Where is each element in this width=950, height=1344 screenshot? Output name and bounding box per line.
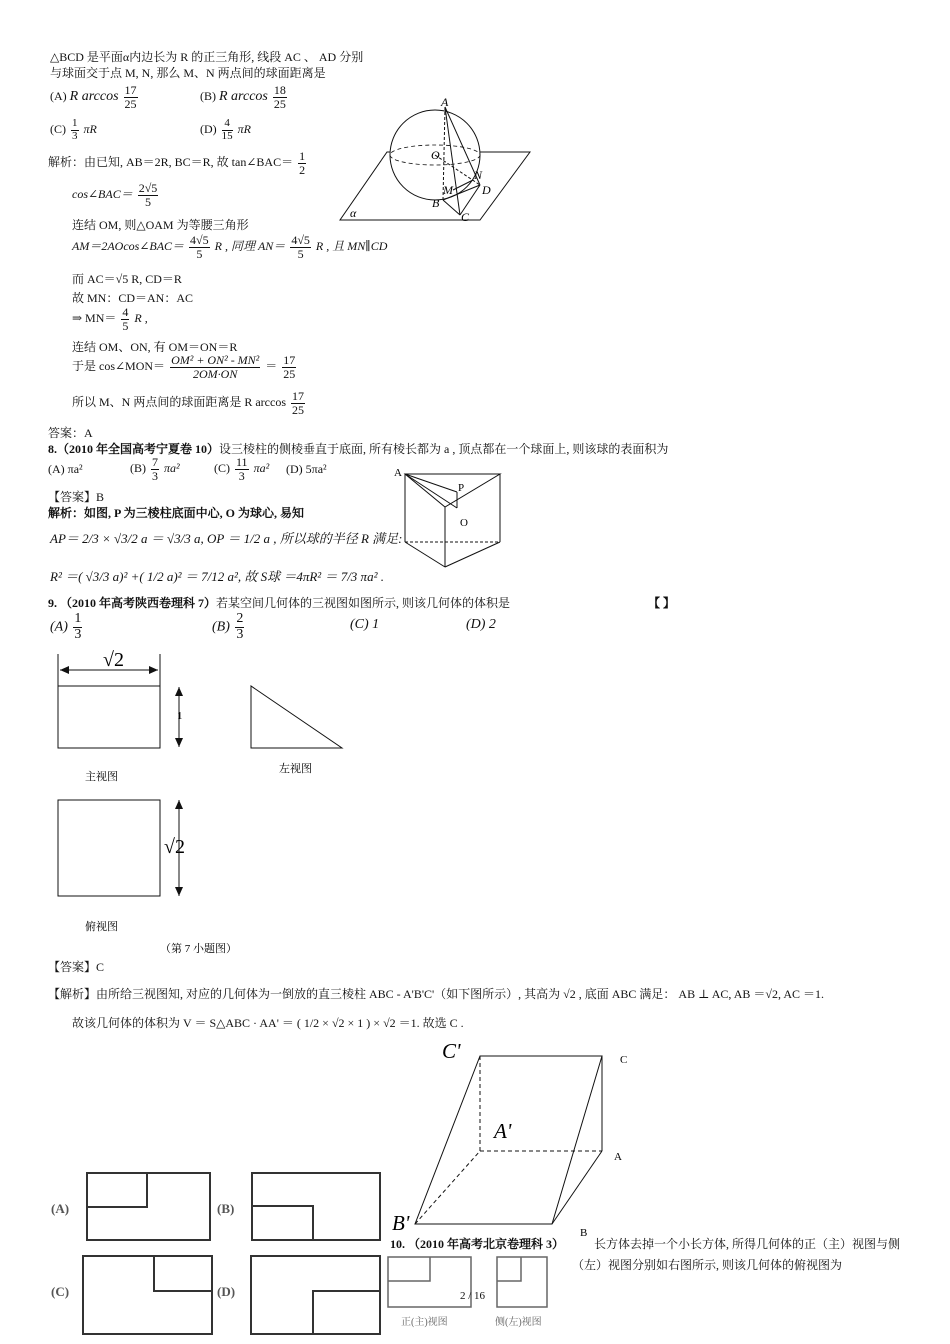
p7-ratio: 故 MN：CD＝AN：AC <box>72 291 194 305</box>
option-d-label: (D) <box>217 1284 236 1299</box>
p9-option-a: (A) $\frac{1}{3}$ <box>50 611 82 642</box>
option-a-label: (A) <box>51 1201 70 1216</box>
oblique-prism-figure <box>380 1036 640 1236</box>
fig-label-B: B <box>432 196 440 210</box>
fig-label-N: N <box>474 168 483 182</box>
p10-text-2: （左）视图分别如右图所示, 则该几何体的俯视图为 <box>572 1258 843 1272</box>
option-c-label: (C) <box>51 1284 70 1299</box>
p9-answer: 【答案】C <box>48 960 105 974</box>
side-view-caption: 侧(左)视图 <box>495 1317 542 1328</box>
fig-label-C: C <box>461 210 470 224</box>
p10-question: 10. （2010 年高考北京卷理科 3） <box>390 1237 565 1251</box>
p8-ap-line: AP＝ 2/3 × √3/2 a ＝ √3/3 a, OP ＝ 1/2 a , 所以球的半径 R 满足: <box>50 531 403 546</box>
prism-label-P: P <box>458 482 465 494</box>
p9-option-c: (C) 1 <box>350 617 380 632</box>
prism-label-O: O <box>460 517 468 529</box>
option-c-view <box>83 1256 212 1334</box>
p9-solution-1: 【解析】由所给三视图知, 对应的几何体为一倒放的直三棱柱 ABC - A'B'C'（如下图所示）, 其高为 √2 , 底面 ABC 满足： AB ⊥ AC, AB ＝√2, AC ＝1. <box>48 987 824 1001</box>
sphere-plane-figure <box>335 95 535 225</box>
figure-caption: （第 7 小题图） <box>160 943 237 955</box>
prism-figure <box>390 462 510 572</box>
option-b-label: (B) <box>217 1201 235 1216</box>
p7-om-on: 连结 OM、ON, 有 OM＝ON＝R <box>72 340 238 354</box>
p8-option-d: (D) 5πa² <box>286 462 327 476</box>
prism-label-A2: A <box>614 1151 622 1163</box>
fig-label-M: M <box>443 183 453 197</box>
p7-line1: △BCD 是平面α内边长为 R 的正三角形, 线段 AC 、 AD 分别 <box>50 50 364 64</box>
p7-solution-start: 解析：由已知, AB＝2R, BC＝R, 故 tan∠BAC＝ $\frac{1}{2}$ <box>48 149 306 177</box>
p7-final: 所以 M、N 两点间的球面距离是 R arccos $\frac{17}{25}$ <box>72 389 304 417</box>
left-view-triangle <box>251 686 342 748</box>
front-view-caption: 正(主)视图 <box>401 1317 448 1328</box>
p7-option-c: (C) $\frac{1}{3}$ πR <box>50 117 97 142</box>
fig-label-O: O <box>431 148 440 162</box>
dim-top-label: √2 <box>103 649 124 671</box>
p10-options-figure <box>45 1168 385 1338</box>
p9-solution-2: 故该几何体的体积为 V ＝ S△ABC · AA' ＝ ( 1/2 × √2 × 1 ) × √2 ＝1. 故选 C . <box>72 1016 464 1030</box>
p7-line2: 与球面交于点 M, N, 那么 M、N 两点间的球面距离是 <box>50 66 326 80</box>
dim-side-label: √2 <box>164 836 185 858</box>
top-view-label: 俯视图 <box>85 921 118 933</box>
p9-bracket: 【 】 <box>648 596 676 610</box>
option-d-view <box>251 1256 380 1334</box>
p8-r-line: R² ＝( √3/3 a)² +( 1/2 a)² ＝ 7/12 a², 故 S球 ＝4πR² ＝ 7/3 πa² . <box>50 569 384 584</box>
p7-option-d: (D) $\frac{4}{15}$ πR <box>200 117 252 142</box>
fig-label-alpha: α <box>350 206 357 220</box>
p8-answer: 【答案】B <box>48 490 105 504</box>
dim-height-label: 1 <box>177 710 183 722</box>
p7-option-a: (A) R arccos $\frac{17}{25}$ <box>50 83 137 111</box>
page-number: 2 / 16 <box>460 1290 486 1302</box>
top-view-rect <box>58 800 160 896</box>
p7-mn: ⇒ MN＝ $\frac{4}{5}$ R , <box>72 305 148 333</box>
prism-label-A: A <box>394 467 402 479</box>
front-view-rect <box>58 686 160 748</box>
p7-cos-mon: 于是 cos∠MON＝ $\frac{\text{OM² + ON² - MN²}}{2OM\cdot ON}$ ＝ $\frac{17}{25}$ <box>72 353 296 381</box>
p8-option-a: (A) πa² <box>48 462 83 476</box>
side-view-box <box>497 1257 547 1307</box>
prism-label-C: C <box>620 1054 628 1066</box>
p8-option-b: (B) $\frac{7}{3}$ πa² <box>130 455 180 483</box>
p9-question: 9. （2010 年高考陕西卷理科 7）若某空间几何体的三视图如图所示, 则该几何体的体积是 <box>48 596 511 610</box>
p7-ac: 而 AC＝√5 R, CD＝R <box>72 272 182 286</box>
three-view-figure <box>45 640 355 965</box>
p7-am: AM＝2AOcos∠BAC＝ $\frac{4√5}{5}$ R , 同理 AN＝ $\frac{4√5}{5}$ R , 且 MN∥CD <box>72 233 388 261</box>
p8-option-c: (C) $\frac{11}{3}$ πa² <box>214 455 270 483</box>
p7-option-b: (B) R arccos $\frac{18}{25}$ <box>200 83 286 111</box>
prism-label-Ap: A' <box>494 1119 512 1143</box>
prism-label-Cp: C' <box>442 1039 461 1063</box>
p7-answer: 答案：A <box>48 426 93 440</box>
left-view-label: 左视图 <box>279 763 312 775</box>
p7-cos-bac: cos∠BAC＝ $\frac{2√5}{5}$ <box>72 181 158 209</box>
prism-label-B: B <box>580 1227 588 1236</box>
fig-label-A: A <box>441 95 449 109</box>
p10-text-1: 长方体去掉一个小长方体, 所得几何体的正（主）视图与侧 <box>594 1237 901 1251</box>
p8-question: 8.（2010 年全国高考宁夏卷 10）设三棱柱的侧棱垂直于底面, 所有棱长都为 a , 顶点都在一个球面上, 则该球的表面积为 <box>48 442 669 456</box>
p9-option-b: (B) $\frac{2}{3}$ <box>212 611 244 642</box>
front-view-label: 主视图 <box>85 771 118 783</box>
p9-option-d: (D) 2 <box>466 617 496 632</box>
p7-oam: 连结 OM, 则△OAM 为等腰三角形 <box>72 218 249 232</box>
fig-label-D: D <box>482 183 491 197</box>
prism-label-Bp: B' <box>392 1211 410 1235</box>
p8-solution: 解析：如图, P 为三棱柱底面中心, O 为球心, 易知 <box>48 506 305 520</box>
